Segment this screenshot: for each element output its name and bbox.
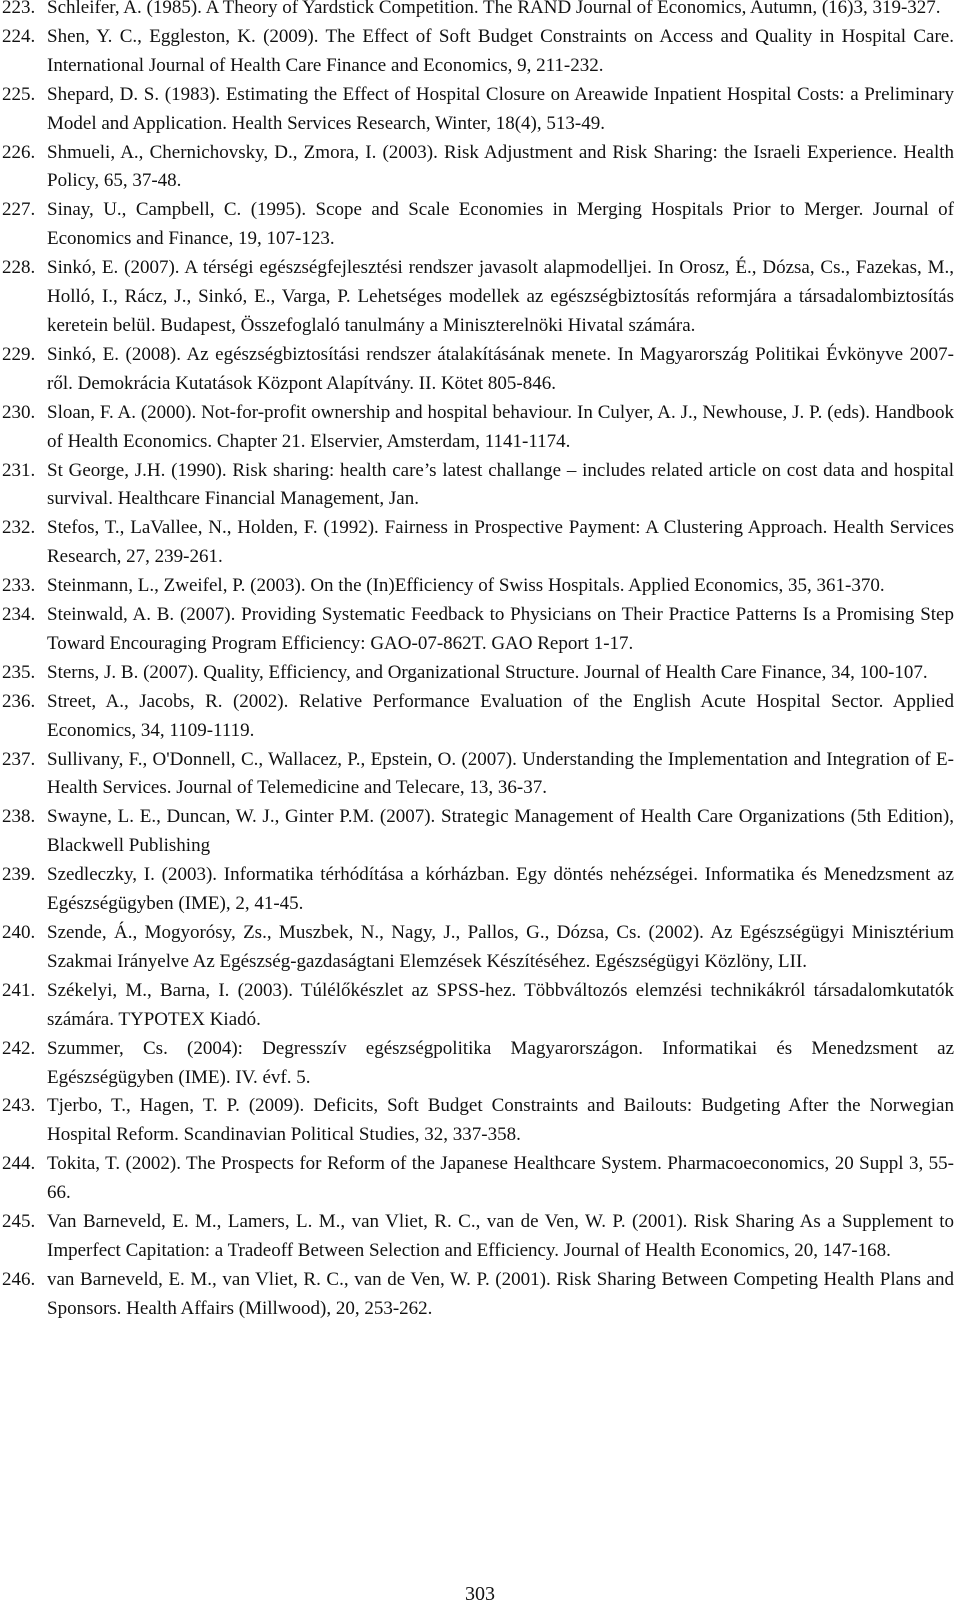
reference-text: Steinmann, L., Zweifel, P. (2003). On the (In)Efficiency of Swiss Hospitals. Applied Economics, 35, 361-370.	[47, 575, 885, 597]
reference-text: Szedleczky, I. (2003). Informatika térhódítása a kórházban. Egy döntés nehézségei. Informatika és Menedzsment az Egészségügyben (IME), 2, 41-45.	[47, 864, 954, 915]
reference-number: 228.	[2, 257, 36, 279]
reference-text: Stefos, T., LaVallee, N., Holden, F. (1992). Fairness in Prospective Payment: A Clustering Approach. Health Services Research, 27, 239-261.	[47, 517, 954, 568]
reference-number: 246.	[2, 1268, 36, 1290]
reference-text: Shen, Y. C., Eggleston, K. (2009). The Effect of Soft Budget Constraints on Access and Quality in Hospital Care. International Journal of Health Care Finance and Economics, 9, 211-232.	[47, 25, 954, 76]
reference-text: Sloan, F. A. (2000). Not-for-profit ownership and hospital behaviour. In Culyer, A. J., Newhouse, J. P. (eds). Handbook of Health Economics. Chapter 21. Elservier, Amsterdam, 1141-1174.	[47, 401, 954, 452]
reference-number: 239.	[2, 864, 36, 886]
reference-entry	[0, 572, 960, 601]
reference-entry	[0, 601, 960, 659]
reference-entry	[0, 861, 960, 919]
reference-text: Sullivany, F., O'Donnell, C., Wallacez, P., Epstein, O. (2007). Understanding the Implementation and Integration of E-Health Services. Journal of Telemedicine and Telecare, 13, 36-37.	[47, 748, 954, 799]
reference-entry	[0, 803, 960, 861]
reference-entry	[0, 1150, 960, 1208]
reference-number: 232.	[2, 517, 36, 539]
reference-entry	[0, 1092, 960, 1150]
reference-text: Sterns, J. B. (2007). Quality, Efficiency, and Organizational Structure. Journal of Health Care Finance, 34, 100-107.	[47, 661, 928, 683]
reference-text: van Barneveld, E. M., van Vliet, R. C., van de Ven, W. P. (2001). Risk Sharing Between Competing Health Plans and Sponsors. Health Affairs (Millwood), 20, 253-262.	[47, 1268, 954, 1319]
reference-number: 223.	[2, 0, 36, 18]
reference-text: Swayne, L. E., Duncan, W. J., Ginter P.M. (2007). Strategic Management of Health Care Organizations (5th Edition), Blackwell Publishing	[47, 806, 954, 857]
reference-number: 241.	[2, 979, 36, 1001]
reference-text: Street, A., Jacobs, R. (2002). Relative Performance Evaluation of the English Acute Hospital Sector. Applied Economics, 34, 1109-1119.	[47, 690, 954, 741]
reference-entry	[0, 1208, 960, 1266]
reference-text: Sinay, U., Campbell, C. (1995). Scope and Scale Economies in Merging Hospitals Prior to Merger. Journal of Economics and Finance, 19, 107-123.	[47, 199, 954, 250]
reference-entry	[0, 457, 960, 515]
reference-entry	[0, 139, 960, 197]
reference-text: Sinkó, E. (2007). A térségi egészségfejlesztési rendszer javasolt alapmodelljei. In Orosz, É., Dózsa, Cs., Fazekas, M., Holló, I., Rácz, J., Sinkó, E., Varga, P. Lehetséges modellek az egészségbiztosítás reformjára a társadalombiztosítás keretein belül. Budapest, Összefoglaló tanulmány a Miniszterelnöki Hivatal számára.	[47, 257, 954, 336]
reference-number: 231.	[2, 459, 36, 481]
reference-number: 226.	[2, 141, 36, 163]
reference-text: Tjerbo, T., Hagen, T. P. (2009). Deficits, Soft Budget Constraints and Bailouts: Budgeting After the Norwegian Hospital Reform. Scandinavian Political Studies, 32, 337-358.	[47, 1095, 954, 1146]
reference-text: Shmueli, A., Chernichovsky, D., Zmora, I. (2003). Risk Adjustment and Risk Sharing: the Israeli Experience. Health Policy, 65, 37-48.	[47, 141, 954, 192]
reference-entry	[0, 341, 960, 399]
page-number: 303	[465, 1583, 495, 1605]
reference-number: 225.	[2, 83, 36, 105]
reference-entry	[0, 23, 960, 81]
reference-number: 224.	[2, 25, 36, 47]
reference-number: 242.	[2, 1037, 36, 1059]
reference-entry	[0, 1266, 960, 1324]
reference-number: 238.	[2, 806, 36, 828]
reference-number: 237.	[2, 748, 36, 770]
reference-number: 233.	[2, 575, 36, 597]
reference-number: 229.	[2, 343, 36, 365]
reference-entry	[0, 919, 960, 977]
reference-entry	[0, 977, 960, 1035]
reference-text: Tokita, T. (2002). The Prospects for Reform of the Japanese Healthcare System. Pharmacoeconomics, 20 Suppl 3, 55-66.	[47, 1153, 954, 1204]
reference-entry	[0, 688, 960, 746]
reference-text: Szummer, Cs. (2004): Degresszív egészségpolitika Magyarországon. Informatikai és Menedzsment az Egészségügyben (IME). IV. évf. 5.	[47, 1037, 954, 1088]
reference-number: 244.	[2, 1153, 36, 1175]
reference-number: 230.	[2, 401, 36, 423]
reference-entry	[0, 1035, 960, 1093]
reference-entry	[0, 81, 960, 139]
reference-entry	[0, 196, 960, 254]
reference-number: 240.	[2, 922, 36, 943]
reference-text: Shepard, D. S. (1983). Estimating the Effect of Hospital Closure on Areawide Inpatient Hospital Costs: a Preliminary Model and Application. Health Services Research, Winter, 18(4), 513-49.	[47, 83, 954, 134]
reference-text: St George, J.H. (1990). Risk sharing: health care’s latest challange – includes related article on cost data and hospital survival. Healthcare Financial Management, Jan.	[47, 459, 954, 510]
reference-entry	[0, 514, 960, 572]
reference-text: Schleifer, A. (1985). A Theory of Yardstick Competition. The RAND Journal of Economics, Autumn, (16)3, 319-327.	[47, 0, 941, 18]
reference-text: Székelyi, M., Barna, I. (2003). Túlélőkészlet az SPSS-hez. Többváltozós elemzési technikákról társadalomkutatók számára. TYPOTEX Kiadó.	[47, 979, 954, 1030]
reference-text: Van Barneveld, E. M., Lamers, L. M., van Vliet, R. C., van de Ven, W. P. (2001). Risk Sharing As a Supplement to Imperfect Capitation: a Tradeoff Between Selection and Efficiency. Journal of Health Economics, 20, 147-168.	[47, 1211, 954, 1261]
reference-text: Sinkó, E. (2008). Az egészségbiztosítási rendszer átalakításának menete. In Magyarország Politikai Évkönyve 2007-ről. Demokrácia Kutatások Központ Alapítvány. II. Kötet 805-846.	[47, 343, 954, 394]
reference-number: 235.	[2, 661, 36, 683]
reference-number: 236.	[2, 690, 36, 712]
reference-entry	[0, 399, 960, 457]
reference-number: 245.	[2, 1211, 36, 1233]
reference-number: 234.	[2, 604, 36, 626]
reference-text: Steinwald, A. B. (2007). Providing Systematic Feedback to Physicians on Their Practice Patterns Is a Promising Step Toward Encouraging Program Efficiency: GAO-07-862T. GAO Report 1-17.	[47, 604, 954, 654]
reference-number: 243.	[2, 1095, 36, 1117]
reference-entry	[0, 254, 960, 341]
reference-entry	[0, 659, 960, 688]
reference-text: Szende, Á., Mogyorósy, Zs., Muszbek, N., Nagy, J., Pallos, G., Dózsa, Cs. (2002). Az Egészségügyi Minisztérium Szakmai Irányelve Az Egészség-gazdaságtani Elemzések Készítéséhez. Egészségügyi Közlöny, LII.	[47, 922, 954, 972]
reference-entry	[0, 0, 960, 23]
reference-entry	[0, 746, 960, 804]
reference-number: 227.	[2, 199, 36, 221]
